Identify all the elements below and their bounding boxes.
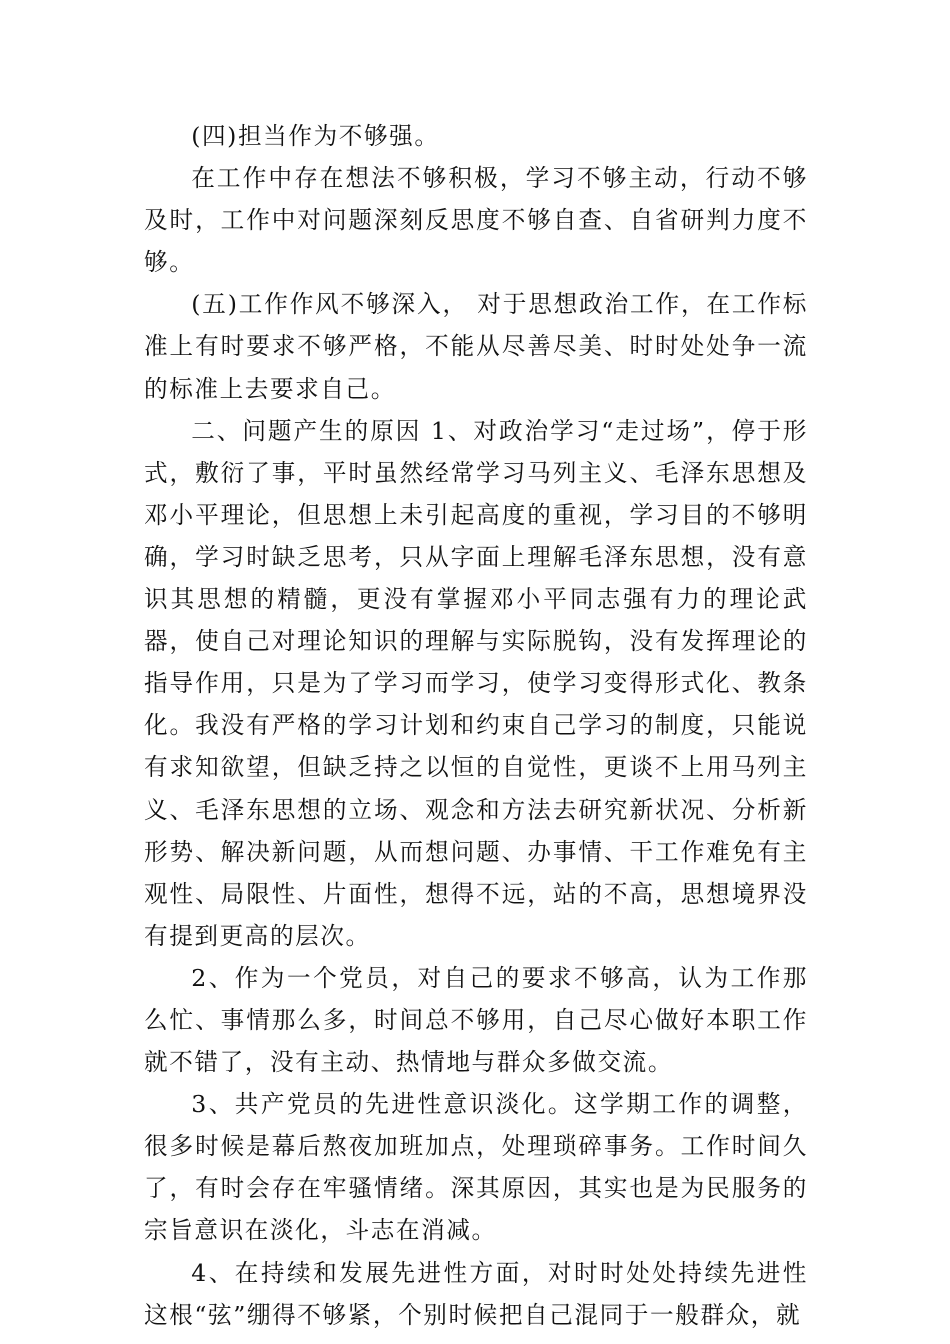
document-body [144,115,808,1336]
paragraph-cause-three: 3、共产党员的先进性意识淡化。这学期工作的调整，很多时候是幕后熬夜加班加点，处理琐碎事务。工作时间久了，有时会存在牢骚情绪。深其原因，其实也是为民服务的宗旨意识在淡化，斗志在消减。 [144,1090,808,1245]
paragraph-cause-two: 2、作为一个党员，对自己的要求不够高，认为工作那么忙、事情那么多，时间总不够用，自己尽心做好本职工作就不错了，没有主动、热情地与群众多做交流。 [144,963,808,1077]
paragraph-cause-four: 4、在持续和发展先进性方面，对时时处处持续先进性这根“弦”绷得不够紧，个别时候把自己混同于一般群众，就 [144,1258,808,1329]
paragraph-cause-one: 二、问题产生的原因 1、对政治学习“走过场”，停于形式，敷衍了事，平时虽然经常学习马列主义、毛泽东思想及邓小平理论，但思想上未引起高度的重视，学习目的不够明确，学习时缺乏思考，只从字面上理解毛泽东思想，没有意识其思想的精髓，更没有掌握邓小平同志强有力的理论武器，使自己对理论知识的理解与实际脱钩，没有发挥理论的指导作用，只是为了学习而学习，使学习变得形式化、教条化。我没有严格的学习计划和约束自己学习的制度，只能说有求知欲望，但缺乏持之以恒的自觉性，更谈不上用马列主义、毛泽东思想的立场、观念和方法去研究新状况、分析新形势、解决新问题，从而想问题、办事情、干工作难免有主观性、局限性、片面性，想得不远，站的不高，思想境界没有提到更高的层次。 [144,416,808,950]
paragraph-work-attitude: 在工作中存在想法不够积极，学习不够主动，行动不够及时，工作中对问题深刻反思度不够自查、自省研判力度不够。 [144,164,808,277]
section-heading-four: (四)担当作为不够强。 [191,122,440,150]
section-heading-five: (五)工作作风不够深入， 对于思想政治工作，在工作标准上有时要求不够严格，不能从尽善尽美、时时处处争一流的标准上去要求自己。 [144,290,808,403]
